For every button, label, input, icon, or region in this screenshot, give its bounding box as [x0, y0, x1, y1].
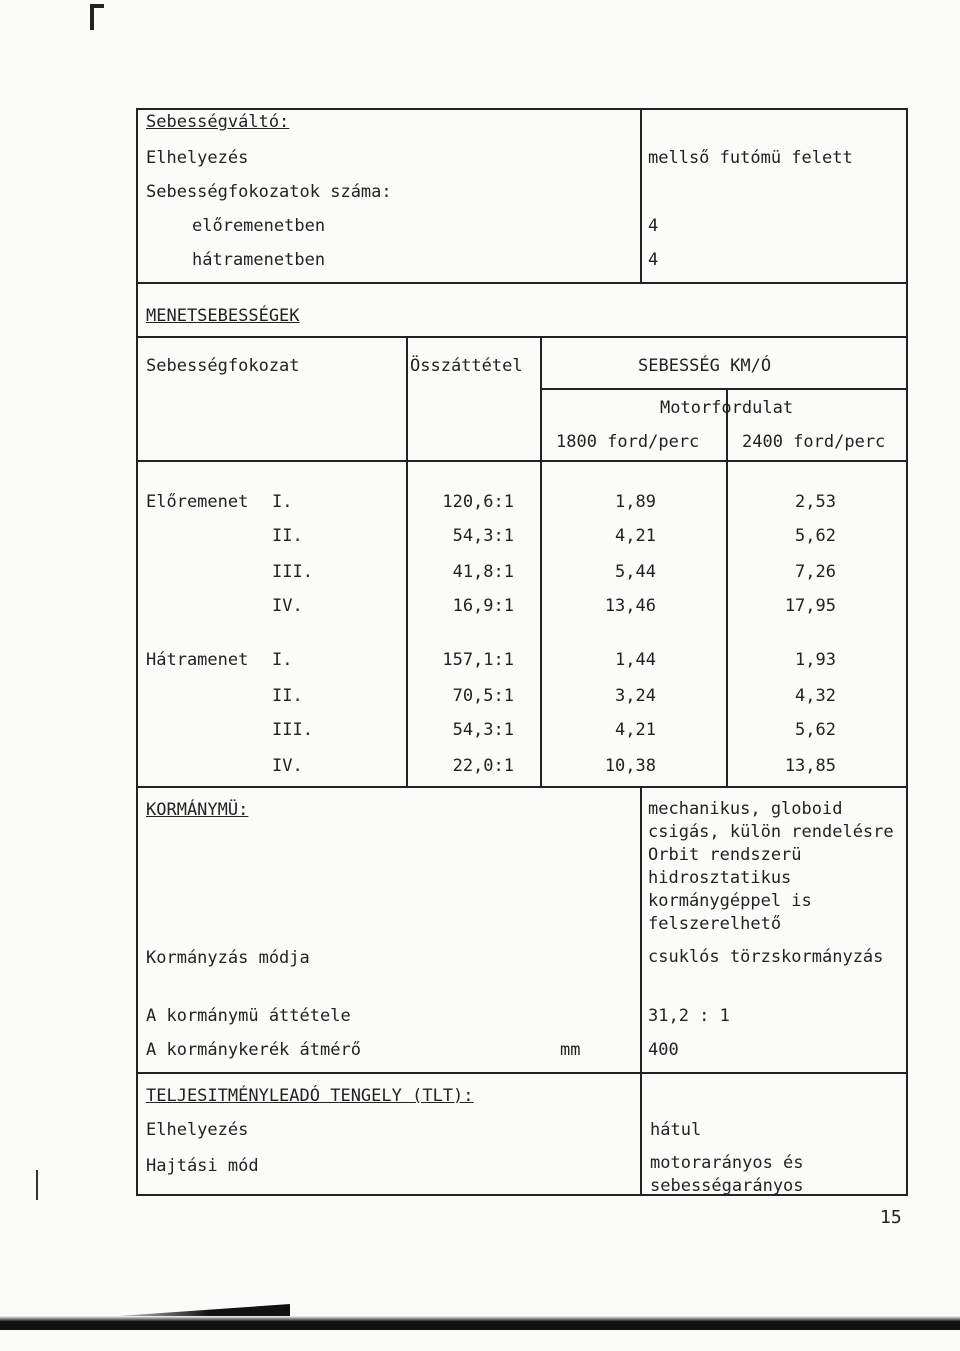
reverse-row-2-v1: 3,24 [615, 686, 656, 706]
reverse-row-3-v2: 5,62 [795, 720, 836, 740]
forward-row-1-v2: 2,53 [795, 492, 836, 512]
margin-line [36, 1170, 38, 1200]
reverse-row-4-v1: 10,38 [604, 756, 656, 776]
pto-drive-value: motorarányos és sebességarányos [650, 1153, 804, 1196]
gearbox-reverse-value: 4 [648, 250, 659, 270]
reverse-row-1-v1: 1,44 [615, 650, 656, 670]
pto-drive-label: Hajtási mód [146, 1156, 259, 1176]
divider-ratio-left [406, 336, 408, 786]
forward-row-3-gear: III. [272, 562, 313, 582]
reverse-row-4-gear: IV. [272, 756, 303, 776]
speeds-col-speed: SEBESSÉG KM/Ó [638, 356, 772, 376]
gearbox-location-value: mellső futómü felett [648, 148, 853, 168]
divider-steering-col [640, 786, 642, 1072]
forward-row-4-ratio: 16,9:1 [452, 596, 514, 616]
divider-pto [138, 1072, 906, 1074]
divider-ratio-right [540, 336, 542, 786]
speeds-col-gear: Sebességfokozat [146, 356, 300, 376]
divider-pto-col [640, 1072, 642, 1196]
forward-row-4-v2: 17,95 [784, 596, 836, 616]
reverse-row-3-gear: III. [272, 720, 313, 740]
steering-mode-value: csuklós törzskormányzás [648, 947, 884, 967]
reverse-row-4-v2: 13,85 [784, 756, 836, 776]
reverse-row-3-v1: 4,21 [615, 720, 656, 740]
reverse-row-4-ratio: 22,0:1 [452, 756, 514, 776]
forward-row-4-v1: 13,46 [604, 596, 656, 616]
steering-mode-label: Kormányzás módja [146, 948, 310, 968]
steering-title: KORMÁNYMÜ: [146, 800, 249, 820]
speeds-col-rpm1: 1800 ford/perc [556, 432, 700, 452]
speeds-col-ratio: Összáttétel [410, 356, 523, 376]
pto-title: TELJESITMÉNYLEADÓ TENGELY (TLT): [146, 1086, 474, 1106]
forward-row-1-ratio: 120,6:1 [442, 492, 514, 512]
reverse-row-2-ratio: 70,5:1 [452, 686, 514, 706]
divider-header [138, 460, 906, 462]
steering-wheel-unit: mm [560, 1040, 581, 1060]
forward-row-2-v2: 5,62 [795, 526, 836, 546]
reverse-row-2-gear: II. [272, 686, 303, 706]
speeds-col-rpm: Motorfordulat [660, 398, 794, 418]
divider-speeds-title [138, 336, 906, 338]
speeds-title: MENETSEBESSÉGEK [146, 306, 300, 326]
divider-steering [138, 786, 906, 788]
scan-edge-bar [0, 1316, 960, 1330]
divider-rpm-col [726, 388, 728, 786]
corner-mark [90, 4, 104, 30]
steering-ratio-label: A kormánymü áttétele [146, 1006, 351, 1026]
forward-row-2-v1: 4,21 [615, 526, 656, 546]
pto-location-label: Elhelyezés [146, 1120, 249, 1140]
steering-wheel-value: 400 [648, 1040, 679, 1060]
gearbox-title: Sebességváltó: [146, 112, 290, 132]
pto-location-value: hátul [650, 1120, 702, 1140]
steering-desc: mechanikus, globoid csigás, külön rendelésre Orbit rendszerü hidrosztatikus kormánygéppel is felszerelhető [648, 799, 894, 934]
steering-ratio-value: 31,2 : 1 [648, 1006, 730, 1026]
forward-label: Előremenet [146, 492, 249, 512]
reverse-row-1-gear: I. [272, 650, 293, 670]
reverse-label: Hátramenet [146, 650, 249, 670]
forward-row-3-v1: 5,44 [615, 562, 656, 582]
divider-gearbox [138, 282, 906, 284]
forward-row-1-gear: I. [272, 492, 293, 512]
gearbox-forward-label: előremenetben [192, 216, 326, 236]
reverse-row-2-v2: 4,32 [795, 686, 836, 706]
steering-wheel-label: A kormánykerék átmérő [146, 1040, 361, 1060]
forward-row-2-gear: II. [272, 526, 303, 546]
divider-rpm [540, 388, 906, 390]
reverse-row-1-v2: 1,93 [795, 650, 836, 670]
forward-row-3-v2: 7,26 [795, 562, 836, 582]
forward-row-4-gear: IV. [272, 596, 303, 616]
forward-row-2-ratio: 54,3:1 [452, 526, 514, 546]
page-number: 15 [880, 1207, 902, 1228]
forward-row-3-ratio: 41,8:1 [452, 562, 514, 582]
divider-gearbox-col [640, 110, 642, 282]
reverse-row-3-ratio: 54,3:1 [452, 720, 514, 740]
speeds-col-rpm2: 2400 ford/perc [742, 432, 886, 452]
gearbox-gears-label: Sebességfokozatok száma: [146, 182, 392, 202]
gearbox-location-label: Elhelyezés [146, 148, 249, 168]
reverse-row-1-ratio: 157,1:1 [442, 650, 514, 670]
gearbox-forward-value: 4 [648, 216, 659, 236]
forward-row-1-v1: 1,89 [615, 492, 656, 512]
gearbox-reverse-label: hátramenetben [192, 250, 326, 270]
